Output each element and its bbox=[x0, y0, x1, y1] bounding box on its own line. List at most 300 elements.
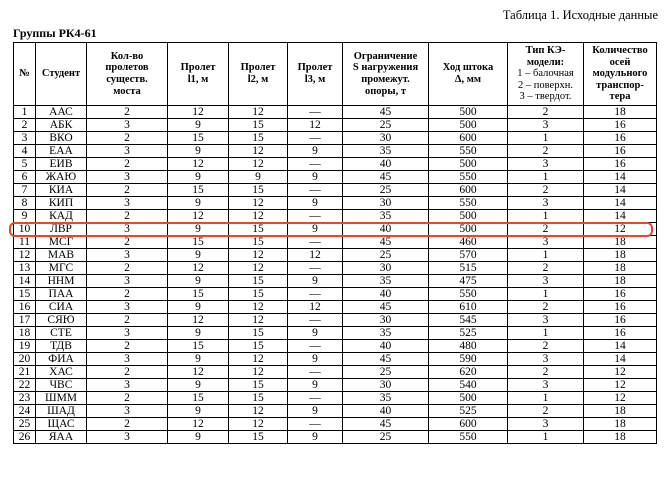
cell-rod-stroke: 550 bbox=[429, 288, 508, 301]
cell-spans: 2 bbox=[87, 158, 168, 171]
cell-student: ФИА bbox=[36, 353, 87, 366]
table-row bbox=[14, 236, 657, 249]
cell-load-limit: 40 bbox=[343, 223, 429, 236]
cell-l3: — bbox=[288, 340, 343, 353]
table-row bbox=[14, 197, 657, 210]
cell-l2: 9 bbox=[229, 171, 288, 184]
cell-load-limit: 45 bbox=[343, 418, 429, 431]
cell-rod-stroke: 525 bbox=[429, 405, 508, 418]
cell-rod-stroke: 600 bbox=[429, 418, 508, 431]
cell-fe-type: 3 bbox=[508, 236, 584, 249]
cell-l3: 9 bbox=[288, 353, 343, 366]
cell-num: 10 bbox=[14, 223, 36, 236]
cell-load-limit: 40 bbox=[343, 158, 429, 171]
cell-l2: 12 bbox=[229, 197, 288, 210]
cell-rod-stroke: 540 bbox=[429, 379, 508, 392]
cell-axles: 14 bbox=[584, 197, 657, 210]
cell-num: 25 bbox=[14, 418, 36, 431]
cell-fe-type: 2 bbox=[508, 184, 584, 197]
cell-rod-stroke: 525 bbox=[429, 327, 508, 340]
cell-l3: — bbox=[288, 288, 343, 301]
cell-student: МГС bbox=[36, 262, 87, 275]
cell-fe-type: 3 bbox=[508, 379, 584, 392]
cell-l2: 15 bbox=[229, 184, 288, 197]
cell-num: 23 bbox=[14, 392, 36, 405]
cell-spans: 2 bbox=[87, 132, 168, 145]
table-row bbox=[14, 249, 657, 262]
cell-spans: 2 bbox=[87, 392, 168, 405]
cell-spans: 2 bbox=[87, 340, 168, 353]
cell-l3: — bbox=[288, 132, 343, 145]
cell-spans: 3 bbox=[87, 379, 168, 392]
cell-load-limit: 45 bbox=[343, 106, 429, 119]
cell-l1: 9 bbox=[168, 301, 229, 314]
cell-student: КИА bbox=[36, 184, 87, 197]
cell-l3: — bbox=[288, 262, 343, 275]
cell-l2: 12 bbox=[229, 301, 288, 314]
cell-load-limit: 35 bbox=[343, 327, 429, 340]
cell-l1: 15 bbox=[168, 132, 229, 145]
cell-axles: 16 bbox=[584, 119, 657, 132]
cell-axles: 16 bbox=[584, 288, 657, 301]
cell-rod-stroke: 550 bbox=[429, 145, 508, 158]
cell-l2: 12 bbox=[229, 353, 288, 366]
cell-spans: 2 bbox=[87, 210, 168, 223]
cell-load-limit: 30 bbox=[343, 314, 429, 327]
cell-num: 9 bbox=[14, 210, 36, 223]
cell-l1: 15 bbox=[168, 184, 229, 197]
cell-student: ЖАЮ bbox=[36, 171, 87, 184]
cell-load-limit: 25 bbox=[343, 119, 429, 132]
cell-student: МАВ bbox=[36, 249, 87, 262]
table-body bbox=[14, 106, 657, 444]
cell-fe-type: 2 bbox=[508, 301, 584, 314]
cell-fe-type: 2 bbox=[508, 106, 584, 119]
cell-spans: 3 bbox=[87, 145, 168, 158]
header-span-l2: Пролет l2, м bbox=[229, 43, 288, 106]
cell-l1: 9 bbox=[168, 275, 229, 288]
cell-l2: 15 bbox=[229, 392, 288, 405]
cell-axles: 18 bbox=[584, 405, 657, 418]
cell-rod-stroke: 550 bbox=[429, 171, 508, 184]
table-row bbox=[14, 301, 657, 314]
table-row bbox=[14, 327, 657, 340]
cell-l2: 15 bbox=[229, 431, 288, 444]
cell-l2: 12 bbox=[229, 262, 288, 275]
cell-l1: 9 bbox=[168, 327, 229, 340]
table-row bbox=[14, 184, 657, 197]
cell-l1: 9 bbox=[168, 223, 229, 236]
cell-student: ПАА bbox=[36, 288, 87, 301]
cell-num: 2 bbox=[14, 119, 36, 132]
cell-spans: 3 bbox=[87, 301, 168, 314]
cell-student: ЧВС bbox=[36, 379, 87, 392]
header-span-l1: Пролет l1, м bbox=[168, 43, 229, 106]
cell-l1: 15 bbox=[168, 236, 229, 249]
cell-l3: 9 bbox=[288, 405, 343, 418]
cell-fe-type: 1 bbox=[508, 392, 584, 405]
cell-load-limit: 35 bbox=[343, 392, 429, 405]
cell-rod-stroke: 475 bbox=[429, 275, 508, 288]
cell-student: ХАС bbox=[36, 366, 87, 379]
cell-spans: 3 bbox=[87, 405, 168, 418]
cell-load-limit: 30 bbox=[343, 379, 429, 392]
cell-num: 18 bbox=[14, 327, 36, 340]
cell-rod-stroke: 590 bbox=[429, 353, 508, 366]
cell-fe-type: 3 bbox=[508, 275, 584, 288]
cell-l1: 9 bbox=[168, 171, 229, 184]
cell-rod-stroke: 620 bbox=[429, 366, 508, 379]
cell-num: 20 bbox=[14, 353, 36, 366]
table-row bbox=[14, 340, 657, 353]
cell-axles: 14 bbox=[584, 340, 657, 353]
header-student: Студент bbox=[36, 43, 87, 106]
cell-student: ЩАС bbox=[36, 418, 87, 431]
cell-rod-stroke: 500 bbox=[429, 223, 508, 236]
header-fe-model-type: Тип КЭ- модели: 1 – балочная 2 – поверхн. 3 – твердот. bbox=[508, 43, 584, 106]
cell-l1: 12 bbox=[168, 210, 229, 223]
cell-load-limit: 25 bbox=[343, 431, 429, 444]
header-load-limit: Ограничение S нагружения промежут. опоры, т bbox=[343, 43, 429, 106]
cell-student: МСГ bbox=[36, 236, 87, 249]
cell-num: 14 bbox=[14, 275, 36, 288]
cell-student: ШАД bbox=[36, 405, 87, 418]
cell-fe-type: 3 bbox=[508, 353, 584, 366]
cell-spans: 2 bbox=[87, 314, 168, 327]
cell-axles: 18 bbox=[584, 262, 657, 275]
cell-student: ШММ bbox=[36, 392, 87, 405]
cell-num: 13 bbox=[14, 262, 36, 275]
cell-l3: 9 bbox=[288, 379, 343, 392]
cell-l3: — bbox=[288, 366, 343, 379]
cell-l3: 9 bbox=[288, 197, 343, 210]
cell-num: 22 bbox=[14, 379, 36, 392]
cell-num: 11 bbox=[14, 236, 36, 249]
cell-fe-type: 3 bbox=[508, 314, 584, 327]
cell-axles: 14 bbox=[584, 184, 657, 197]
cell-fe-type: 1 bbox=[508, 288, 584, 301]
cell-axles: 12 bbox=[584, 379, 657, 392]
cell-axles: 12 bbox=[584, 223, 657, 236]
cell-num: 5 bbox=[14, 158, 36, 171]
cell-l1: 9 bbox=[168, 431, 229, 444]
cell-rod-stroke: 500 bbox=[429, 158, 508, 171]
table-row bbox=[14, 158, 657, 171]
cell-l2: 15 bbox=[229, 275, 288, 288]
cell-load-limit: 40 bbox=[343, 405, 429, 418]
cell-l1: 9 bbox=[168, 249, 229, 262]
cell-student: АБК bbox=[36, 119, 87, 132]
cell-l2: 15 bbox=[229, 379, 288, 392]
cell-l2: 12 bbox=[229, 405, 288, 418]
cell-load-limit: 45 bbox=[343, 301, 429, 314]
cell-l1: 15 bbox=[168, 340, 229, 353]
cell-spans: 2 bbox=[87, 236, 168, 249]
cell-student: ТДВ bbox=[36, 340, 87, 353]
table-row bbox=[14, 392, 657, 405]
cell-l3: — bbox=[288, 392, 343, 405]
cell-rod-stroke: 480 bbox=[429, 340, 508, 353]
cell-spans: 2 bbox=[87, 418, 168, 431]
header-rod-stroke: Ход штока Δ, мм bbox=[429, 43, 508, 106]
cell-l1: 12 bbox=[168, 262, 229, 275]
cell-rod-stroke: 460 bbox=[429, 236, 508, 249]
cell-l1: 9 bbox=[168, 405, 229, 418]
cell-num: 8 bbox=[14, 197, 36, 210]
cell-l3: — bbox=[288, 236, 343, 249]
cell-l1: 15 bbox=[168, 288, 229, 301]
table-caption: Таблица 1. Исходные данные bbox=[502, 8, 658, 22]
cell-spans: 2 bbox=[87, 184, 168, 197]
cell-l2: 12 bbox=[229, 249, 288, 262]
cell-l2: 12 bbox=[229, 210, 288, 223]
table-row bbox=[14, 223, 657, 236]
cell-spans: 3 bbox=[87, 249, 168, 262]
table-row bbox=[14, 418, 657, 431]
cell-student: ААС bbox=[36, 106, 87, 119]
cell-spans: 2 bbox=[87, 288, 168, 301]
cell-l2: 15 bbox=[229, 223, 288, 236]
cell-l1: 15 bbox=[168, 392, 229, 405]
cell-l3: — bbox=[288, 106, 343, 119]
cell-l2: 15 bbox=[229, 119, 288, 132]
cell-load-limit: 30 bbox=[343, 197, 429, 210]
cell-fe-type: 2 bbox=[508, 366, 584, 379]
cell-rod-stroke: 600 bbox=[429, 132, 508, 145]
cell-load-limit: 45 bbox=[343, 236, 429, 249]
table-row bbox=[14, 119, 657, 132]
cell-l1: 12 bbox=[168, 106, 229, 119]
cell-l3: — bbox=[288, 210, 343, 223]
cell-axles: 16 bbox=[584, 314, 657, 327]
table-row bbox=[14, 262, 657, 275]
cell-l3: 12 bbox=[288, 119, 343, 132]
cell-l3: 12 bbox=[288, 249, 343, 262]
cell-fe-type: 2 bbox=[508, 145, 584, 158]
cell-num: 19 bbox=[14, 340, 36, 353]
cell-student: ЯАА bbox=[36, 431, 87, 444]
table-row bbox=[14, 366, 657, 379]
cell-spans: 3 bbox=[87, 197, 168, 210]
cell-num: 1 bbox=[14, 106, 36, 119]
table-row bbox=[14, 431, 657, 444]
cell-l2: 12 bbox=[229, 145, 288, 158]
cell-axles: 18 bbox=[584, 275, 657, 288]
cell-fe-type: 1 bbox=[508, 210, 584, 223]
cell-axles: 18 bbox=[584, 106, 657, 119]
cell-rod-stroke: 550 bbox=[429, 197, 508, 210]
table-row bbox=[14, 288, 657, 301]
cell-fe-type: 2 bbox=[508, 262, 584, 275]
cell-rod-stroke: 550 bbox=[429, 431, 508, 444]
cell-num: 3 bbox=[14, 132, 36, 145]
cell-num: 7 bbox=[14, 184, 36, 197]
cell-axles: 18 bbox=[584, 249, 657, 262]
table-row bbox=[14, 353, 657, 366]
cell-load-limit: 45 bbox=[343, 171, 429, 184]
data-table bbox=[13, 42, 657, 444]
header-spans: Кол-во пролетов существ. моста bbox=[87, 43, 168, 106]
cell-fe-type: 2 bbox=[508, 223, 584, 236]
cell-axles: 12 bbox=[584, 392, 657, 405]
cell-l3: 12 bbox=[288, 301, 343, 314]
cell-fe-type: 2 bbox=[508, 340, 584, 353]
cell-l3: — bbox=[288, 314, 343, 327]
cell-load-limit: 35 bbox=[343, 145, 429, 158]
cell-axles: 12 bbox=[584, 366, 657, 379]
cell-spans: 3 bbox=[87, 431, 168, 444]
cell-l3: — bbox=[288, 418, 343, 431]
cell-axles: 14 bbox=[584, 171, 657, 184]
cell-rod-stroke: 500 bbox=[429, 119, 508, 132]
cell-student: КАД bbox=[36, 210, 87, 223]
cell-spans: 3 bbox=[87, 353, 168, 366]
cell-num: 4 bbox=[14, 145, 36, 158]
header-row bbox=[14, 43, 657, 106]
cell-spans: 2 bbox=[87, 366, 168, 379]
cell-l3: 9 bbox=[288, 431, 343, 444]
table-row bbox=[14, 405, 657, 418]
cell-l1: 12 bbox=[168, 418, 229, 431]
cell-l3: — bbox=[288, 184, 343, 197]
table-row bbox=[14, 210, 657, 223]
cell-l2: 12 bbox=[229, 418, 288, 431]
cell-num: 6 bbox=[14, 171, 36, 184]
cell-load-limit: 25 bbox=[343, 249, 429, 262]
cell-l1: 9 bbox=[168, 353, 229, 366]
cell-num: 26 bbox=[14, 431, 36, 444]
cell-l1: 9 bbox=[168, 145, 229, 158]
cell-axles: 16 bbox=[584, 158, 657, 171]
cell-axles: 18 bbox=[584, 431, 657, 444]
cell-fe-type: 1 bbox=[508, 132, 584, 145]
cell-load-limit: 35 bbox=[343, 210, 429, 223]
cell-fe-type: 3 bbox=[508, 119, 584, 132]
cell-l1: 12 bbox=[168, 366, 229, 379]
cell-axles: 16 bbox=[584, 132, 657, 145]
cell-axles: 18 bbox=[584, 236, 657, 249]
cell-spans: 3 bbox=[87, 327, 168, 340]
cell-num: 24 bbox=[14, 405, 36, 418]
cell-l3: 9 bbox=[288, 327, 343, 340]
cell-fe-type: 1 bbox=[508, 431, 584, 444]
table-row bbox=[14, 132, 657, 145]
cell-student: ННМ bbox=[36, 275, 87, 288]
cell-rod-stroke: 610 bbox=[429, 301, 508, 314]
cell-student: ВКО bbox=[36, 132, 87, 145]
cell-student: ЛВР bbox=[36, 223, 87, 236]
cell-rod-stroke: 500 bbox=[429, 106, 508, 119]
cell-fe-type: 2 bbox=[508, 405, 584, 418]
cell-rod-stroke: 500 bbox=[429, 392, 508, 405]
cell-load-limit: 25 bbox=[343, 366, 429, 379]
cell-rod-stroke: 600 bbox=[429, 184, 508, 197]
cell-l3: 9 bbox=[288, 145, 343, 158]
cell-rod-stroke: 570 bbox=[429, 249, 508, 262]
cell-fe-type: 3 bbox=[508, 158, 584, 171]
cell-spans: 3 bbox=[87, 275, 168, 288]
cell-student: КИП bbox=[36, 197, 87, 210]
cell-l1: 9 bbox=[168, 379, 229, 392]
cell-l2: 15 bbox=[229, 288, 288, 301]
cell-student: ЕАА bbox=[36, 145, 87, 158]
cell-l1: 9 bbox=[168, 119, 229, 132]
cell-axles: 18 bbox=[584, 418, 657, 431]
cell-l3: 9 bbox=[288, 171, 343, 184]
cell-l2: 15 bbox=[229, 327, 288, 340]
cell-spans: 3 bbox=[87, 171, 168, 184]
cell-l2: 12 bbox=[229, 366, 288, 379]
cell-l1: 12 bbox=[168, 314, 229, 327]
cell-l2: 12 bbox=[229, 158, 288, 171]
cell-l2: 12 bbox=[229, 314, 288, 327]
cell-spans: 2 bbox=[87, 106, 168, 119]
table-row bbox=[14, 275, 657, 288]
cell-rod-stroke: 545 bbox=[429, 314, 508, 327]
cell-num: 15 bbox=[14, 288, 36, 301]
cell-student: СТЕ bbox=[36, 327, 87, 340]
header-span-l3: Пролет l3, м bbox=[288, 43, 343, 106]
table-row bbox=[14, 145, 657, 158]
cell-axles: 16 bbox=[584, 301, 657, 314]
cell-l2: 15 bbox=[229, 132, 288, 145]
cell-axles: 14 bbox=[584, 353, 657, 366]
cell-axles: 16 bbox=[584, 145, 657, 158]
table-row bbox=[14, 171, 657, 184]
group-title: Группы РК4-61 bbox=[13, 26, 97, 40]
cell-fe-type: 1 bbox=[508, 249, 584, 262]
cell-student: СИА bbox=[36, 301, 87, 314]
cell-l3: 9 bbox=[288, 275, 343, 288]
cell-student: СЯЮ bbox=[36, 314, 87, 327]
cell-num: 12 bbox=[14, 249, 36, 262]
cell-rod-stroke: 515 bbox=[429, 262, 508, 275]
cell-load-limit: 30 bbox=[343, 132, 429, 145]
cell-load-limit: 25 bbox=[343, 184, 429, 197]
cell-rod-stroke: 500 bbox=[429, 210, 508, 223]
cell-l3: 9 bbox=[288, 223, 343, 236]
cell-load-limit: 40 bbox=[343, 340, 429, 353]
header-num: № bbox=[14, 43, 36, 106]
cell-l2: 15 bbox=[229, 236, 288, 249]
cell-student: ЕИВ bbox=[36, 158, 87, 171]
table-row bbox=[14, 106, 657, 119]
cell-spans: 3 bbox=[87, 223, 168, 236]
cell-axles: 14 bbox=[584, 210, 657, 223]
cell-l1: 9 bbox=[168, 197, 229, 210]
table-row bbox=[14, 379, 657, 392]
cell-l2: 12 bbox=[229, 106, 288, 119]
cell-l2: 15 bbox=[229, 340, 288, 353]
cell-spans: 3 bbox=[87, 119, 168, 132]
table-row bbox=[14, 314, 657, 327]
cell-num: 21 bbox=[14, 366, 36, 379]
cell-load-limit: 40 bbox=[343, 288, 429, 301]
cell-load-limit: 45 bbox=[343, 353, 429, 366]
cell-spans: 2 bbox=[87, 262, 168, 275]
cell-fe-type: 3 bbox=[508, 197, 584, 210]
cell-fe-type: 3 bbox=[508, 418, 584, 431]
cell-l1: 12 bbox=[168, 158, 229, 171]
cell-fe-type: 1 bbox=[508, 171, 584, 184]
cell-fe-type: 1 bbox=[508, 327, 584, 340]
cell-load-limit: 35 bbox=[343, 275, 429, 288]
cell-num: 17 bbox=[14, 314, 36, 327]
cell-l3: — bbox=[288, 158, 343, 171]
cell-axles: 16 bbox=[584, 327, 657, 340]
cell-load-limit: 30 bbox=[343, 262, 429, 275]
header-axle-count: Количество осей модульного транспор- тера bbox=[584, 43, 657, 106]
